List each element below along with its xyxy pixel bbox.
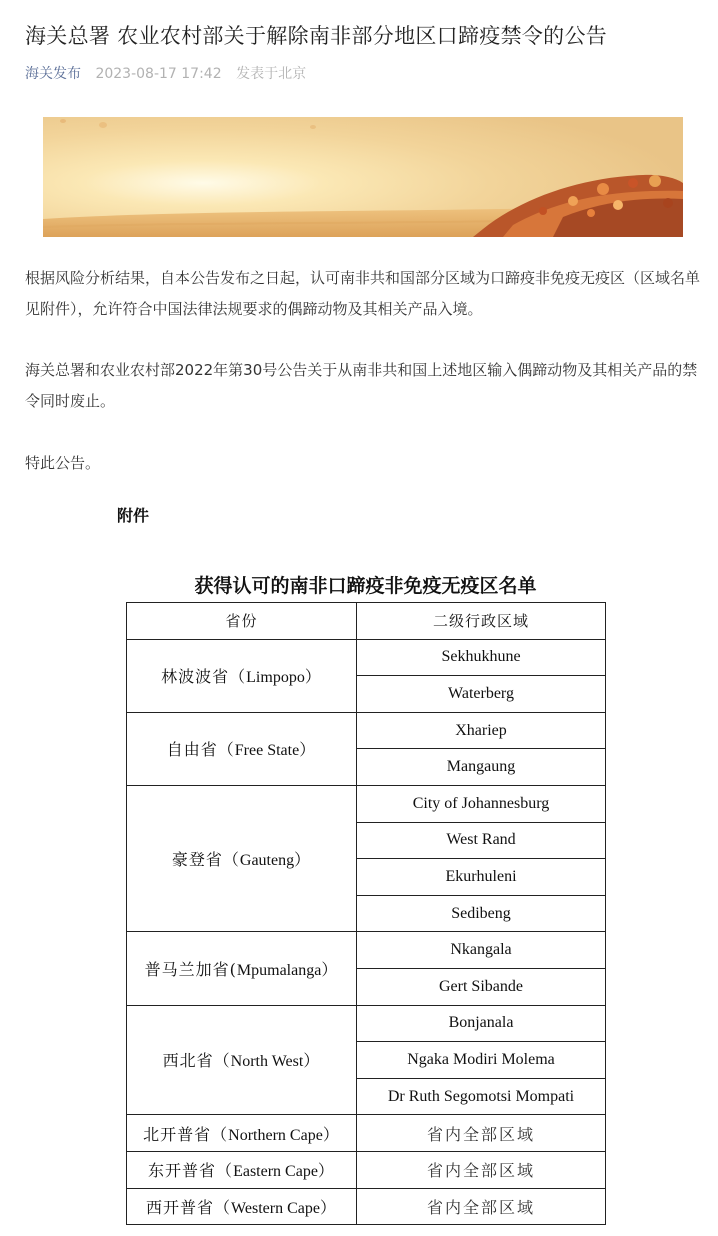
region-cell: Ngaka Modiri Molema <box>357 1042 606 1079</box>
banner-image <box>43 117 683 237</box>
province-name-close: ） <box>304 667 322 687</box>
province-cell <box>127 932 357 1005</box>
region-cell: Gert Sibande <box>357 968 606 1005</box>
province-name-cn: 西开普省（ <box>146 1197 232 1217</box>
region-cell: Sedibeng <box>357 895 606 932</box>
table-row <box>127 785 606 822</box>
province-name-cn: 普马兰加省( <box>144 959 237 979</box>
province-name-en: Mpumalanga <box>236 961 322 979</box>
attachment-label: 附件 <box>117 506 150 525</box>
region-cell: Sekhukhune <box>357 639 606 676</box>
province-name-cn: 自由省（ <box>166 740 235 760</box>
body-paragraph-3: 特此公告。 <box>25 454 101 472</box>
region-cell: City of Johannesburg <box>357 785 606 822</box>
province-name-en: North West <box>230 1053 304 1071</box>
province-name-close: ） <box>322 1124 340 1144</box>
province-name-close: ） <box>299 740 317 760</box>
table-row <box>127 932 606 969</box>
attachment-table-title: 获得认可的南非口蹄疫非免疫无疫区名单 <box>194 575 537 597</box>
fmd-free-zone-table <box>126 602 606 1225</box>
region-cell: Xhariep <box>357 712 606 749</box>
region-cell: Mangaung <box>357 749 606 786</box>
region-cell: Ekurhuleni <box>357 859 606 896</box>
province-name-close: ） <box>321 959 339 979</box>
source-account-link[interactable]: 海关发布 <box>25 66 81 82</box>
province-cell <box>127 712 357 785</box>
province-name-cn: 西北省（ <box>162 1051 231 1071</box>
region-cell: 省内全部区域 <box>357 1151 606 1188</box>
province-name-en: Free State <box>234 742 300 760</box>
province-name-cn: 豪登省（ <box>171 850 240 870</box>
province-name-en: Northern Cape <box>228 1126 323 1144</box>
province-name-close: ） <box>303 1051 321 1071</box>
province-cell <box>127 785 357 931</box>
autumn-banner-illustration <box>43 117 683 237</box>
article-title: 海关总署 农业农村部关于解除南非部分地区口蹄疫禁令的公告 <box>25 24 608 48</box>
region-cell: Bonjanala <box>357 1005 606 1042</box>
region-cell: 省内全部区域 <box>357 1115 606 1152</box>
province-cell <box>127 1005 357 1115</box>
province-name-close: ） <box>317 1161 335 1181</box>
header-region: 二级行政区域 <box>357 603 606 640</box>
table-row <box>127 1151 606 1188</box>
province-name-cn: 北开普省（ <box>143 1124 229 1144</box>
table-row <box>127 1005 606 1042</box>
publish-time: 2023-08-17 17:42 <box>95 66 222 82</box>
publish-location: 发表于北京 <box>236 66 307 82</box>
province-name-en: Eastern Cape <box>233 1163 318 1181</box>
table-header-row <box>127 603 606 640</box>
province-cell <box>127 1115 357 1152</box>
header-province: 省份 <box>127 603 357 640</box>
table-row <box>127 1188 606 1225</box>
table-row <box>127 639 606 676</box>
province-cell <box>127 1188 357 1225</box>
province-name-close: ） <box>319 1197 337 1217</box>
province-cell <box>127 639 357 712</box>
region-cell: 省内全部区域 <box>357 1188 606 1225</box>
region-cell: Waterberg <box>357 676 606 713</box>
province-name-en: Limpopo <box>246 669 305 687</box>
region-cell: Dr Ruth Segomotsi Mompati <box>357 1078 606 1115</box>
table-row <box>127 1115 606 1152</box>
region-cell: West Rand <box>357 822 606 859</box>
province-name-cn: 林波波省（ <box>161 667 247 687</box>
province-cell <box>127 1151 357 1188</box>
province-name-close: ） <box>294 850 312 870</box>
province-name-cn: 东开普省（ <box>148 1161 234 1181</box>
body-paragraph-1: 根据风险分析结果，自本公告发布之日起，认可南非共和国部分区域为口蹄疫非免疫无疫区（区域名单见附件），允许符合中国法律法规要求的偶蹄动物及其相关产品入境。 <box>25 269 701 318</box>
table-row <box>127 712 606 749</box>
article-meta <box>25 64 306 84</box>
body-paragraph-2: 海关总署和农业农村部2022年第30号公告关于从南非共和国上述地区输入偶蹄动物及其相关产品的禁令同时废止。 <box>25 361 698 410</box>
province-name-en: Gauteng <box>239 852 295 870</box>
region-cell: Nkangala <box>357 932 606 969</box>
province-name-en: Western Cape <box>231 1199 320 1217</box>
